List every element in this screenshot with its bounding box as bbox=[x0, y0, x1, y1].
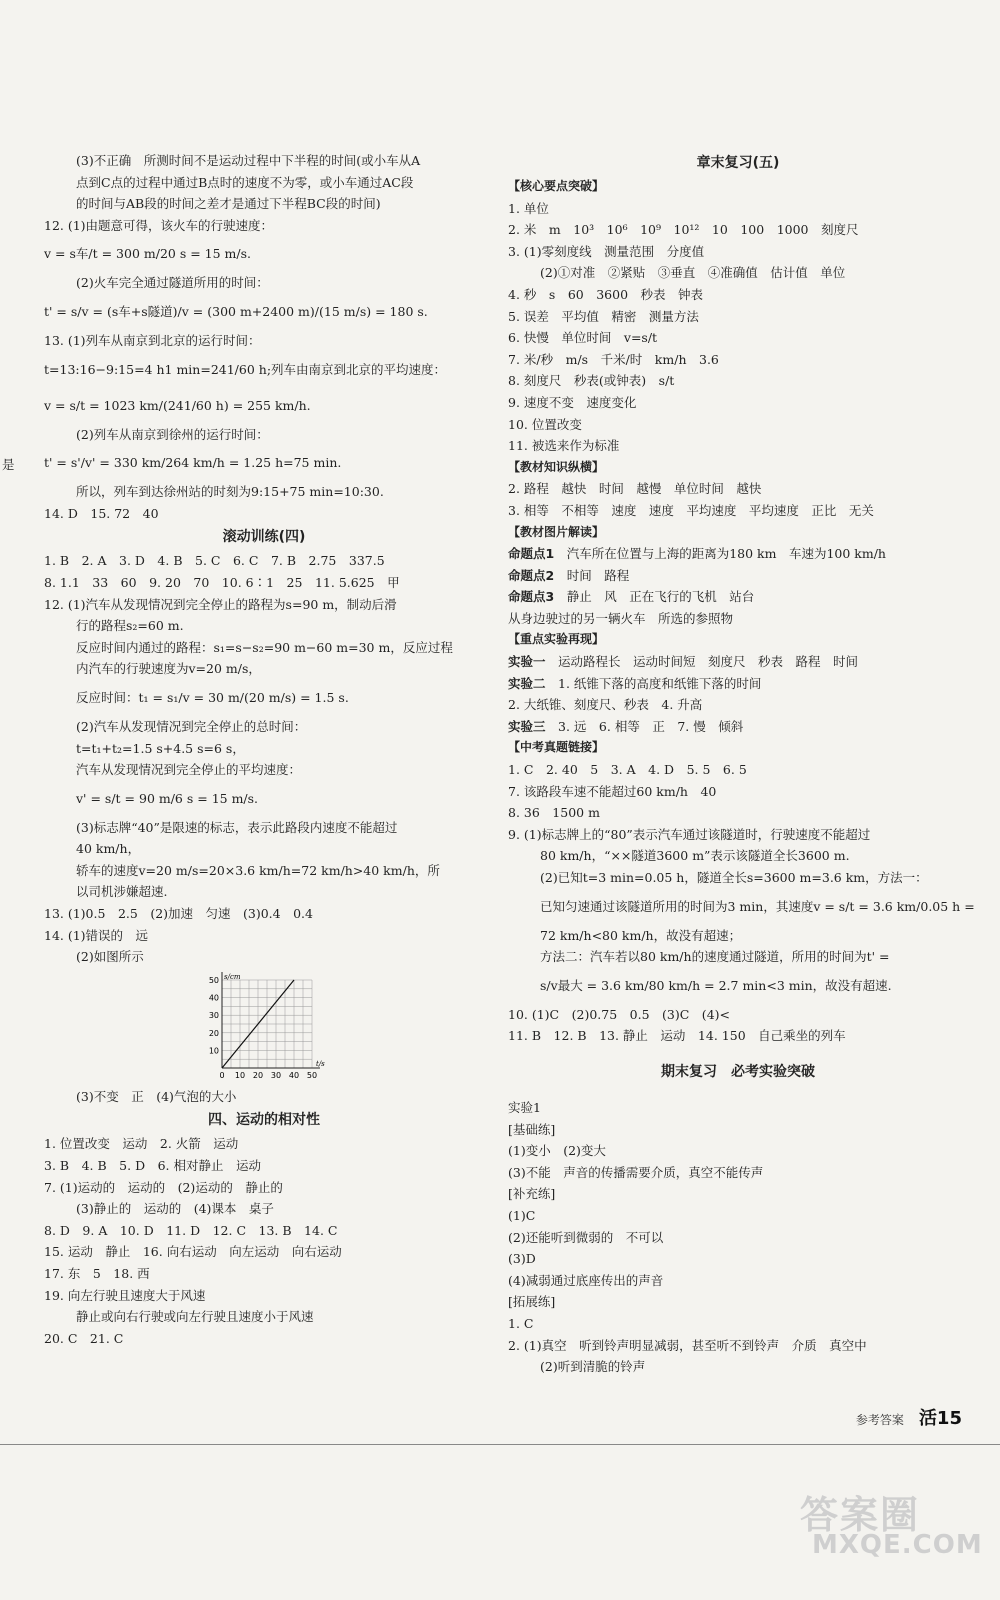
s-t-graph bbox=[200, 968, 330, 1086]
answer-line: 实验1 bbox=[508, 1099, 541, 1115]
formula-line: s/v最大 = 3.6 km/80 km/h = 2.7 min<3 min，故没有超速. bbox=[540, 977, 892, 993]
answer-line: 8. D 9. A 10. D 11. D 12. C 13. B 14. C bbox=[44, 1222, 338, 1238]
answer-line: 轿车的速度v=20 m/s=20×3.6 km/h=72 km/h>40 km/h，所 bbox=[76, 862, 440, 878]
answer-line bbox=[508, 716, 968, 738]
answer-line: (2)还能听到微弱的 不可以 bbox=[508, 1229, 664, 1245]
y-tick-label: 10 bbox=[208, 1046, 219, 1056]
answer-line: 15. 运动 静止 16. 向右运动 向左运动 向右运动 bbox=[44, 1244, 342, 1260]
margin-character: 是 bbox=[2, 457, 15, 472]
answer-line: (2)汽车从发现情况到完全停止的总时间： bbox=[76, 718, 307, 734]
formula-line: v = s车/t = 300 m/20 s = 15 m/s. bbox=[44, 246, 251, 262]
y-tick-label: 40 bbox=[208, 993, 219, 1003]
answer-line: 2. 米 m 10³ 10⁶ 10⁹ 10¹² 10 100 1000 刻度尺 bbox=[508, 222, 859, 238]
proposition-label: 命题点3 bbox=[508, 589, 555, 605]
experiment-label: 实验三 bbox=[508, 718, 546, 734]
answer-line: (2)火车完全通过隧道所用的时间： bbox=[76, 275, 269, 291]
answer-line: 6. 快慢 单位时间 v=s/t bbox=[508, 330, 658, 346]
answer-line: 4. 秒 s 60 3600 秒表 钟表 bbox=[508, 286, 704, 302]
answer-line: 汽车从发现情况到完全停止的平均速度： bbox=[76, 762, 302, 778]
answer-text: 静止 风 正在飞行的飞机 站台 bbox=[554, 589, 755, 605]
answer-line: (2)①对准 ②紧贴 ③垂直 ④准确值 估计值 单位 bbox=[540, 265, 846, 281]
answer-line: 10. 位置改变 bbox=[508, 416, 582, 432]
subsection-tag: 【中考真题链接】 bbox=[508, 740, 605, 755]
answer-line: 72 km/h<80 km/h，故没有超速； bbox=[540, 927, 742, 943]
answer-line bbox=[508, 673, 968, 695]
formula-line: t' = s'/v' = 330 km/264 km/h = 1.25 h=75 min. bbox=[44, 455, 342, 471]
answer-line: 13. (1)0.5 2.5 (2)加速 匀速 (3)0.4 0.4 bbox=[44, 906, 313, 922]
answer-line: 行的路程s₂=60 m. bbox=[76, 618, 184, 634]
answer-text: 运动路程长 运动时间短 刻度尺 秒表 路程 时间 bbox=[545, 654, 859, 670]
subsection-tag: 【核心要点突破】 bbox=[508, 179, 605, 193]
watermark-url: MXQE.COM bbox=[812, 1530, 983, 1560]
answer-line: (3)不正确 所测时间不是运动过程中下半程的时间(或小车从A bbox=[76, 153, 421, 168]
answer-line: 20. C 21. C bbox=[44, 1330, 124, 1346]
x-tick-label: 20 bbox=[252, 1070, 264, 1080]
spacer bbox=[508, 1085, 968, 1097]
answer-line: 19. 向左行驶且速度大于风速 bbox=[44, 1287, 206, 1303]
answer-text: 1. 纸锥下落的高度和纸锥下落的时间 bbox=[545, 675, 762, 691]
answer-text: 时间 路程 bbox=[554, 567, 630, 583]
answer-line: 以司机涉嫌超速. bbox=[76, 884, 168, 900]
answer-line: (3)不能 声音的传播需要介质，真空不能传声 bbox=[508, 1164, 764, 1180]
x-axis-label: t/s bbox=[316, 1059, 325, 1068]
answer-line: 1. 位置改变 运动 2. 火箭 运动 bbox=[44, 1136, 239, 1152]
answer-line: 13. (1)列车从南京到北京的运行时间： bbox=[44, 332, 261, 348]
section-heading: 四、运动的相对性 bbox=[208, 1112, 320, 1129]
answer-line: 从身边驶过的另一辆火车 所选的参照物 bbox=[508, 610, 734, 626]
experiment-label: 实验二 bbox=[508, 675, 546, 691]
x-tick-label: 40 bbox=[288, 1070, 300, 1080]
answer-line: 14. D 15. 72 40 bbox=[44, 505, 159, 521]
answer-line: 所以，列车到达徐州站的时刻为9:15+75 min=10:30. bbox=[76, 484, 384, 500]
answer-line: (2)已知t=3 min=0.05 h，隧道全长s=3600 m=3.6 km，方法一： bbox=[540, 870, 928, 885]
answer-line: 80 km/h，“××隧道3600 m”表示该隧道全长3600 m. bbox=[540, 848, 850, 864]
x-tick-label: 0 bbox=[219, 1070, 225, 1080]
section-heading: 章末复习(五) bbox=[696, 155, 780, 171]
answer-line: 2. 路程 越快 时间 越慢 单位时间 越快 bbox=[508, 481, 762, 497]
answer-line: 3. (1)零刻度线 测量范围 分度值 bbox=[508, 243, 705, 259]
section-heading: 滚动训练(四) bbox=[222, 529, 306, 546]
answer-line bbox=[508, 586, 968, 608]
answer-line: 7. 米/秒 m/s 千米/时 km/h 3.6 bbox=[508, 351, 719, 367]
formula-line: t=13:16−9:15=4 h1 min=241/60 h;列车由南京到北京的平均速度： bbox=[44, 361, 447, 377]
answer-line: 3. 相等 不相等 速度 速度 平均速度 平均速度 正比 无关 bbox=[508, 502, 874, 518]
answer-line: 17. 东 5 18. 西 bbox=[44, 1266, 150, 1281]
spacer bbox=[508, 1047, 968, 1059]
answer-line: 9. 速度不变 速度变化 bbox=[508, 394, 637, 410]
proposition-label: 命题点1 bbox=[508, 546, 555, 562]
x-tick-label: 10 bbox=[234, 1070, 246, 1080]
answer-line: (2)听到清脆的铃声 bbox=[540, 1359, 646, 1375]
experiment-label: 实验一 bbox=[508, 654, 546, 670]
answer-line: 1. C bbox=[508, 1315, 534, 1331]
proposition-label: 命题点2 bbox=[508, 567, 555, 583]
answer-line: 2. (1)真空 听到铃声明显减弱，甚至听不到铃声 介质 真空中 bbox=[508, 1337, 867, 1353]
answer-line bbox=[508, 565, 968, 587]
answer-line: 1. C 2. 40 5 3. A 4. D 5. 5 6. 5 bbox=[508, 762, 747, 778]
subsection-tag: 【重点实验再现】 bbox=[508, 632, 605, 647]
right-column bbox=[508, 150, 975, 1378]
answer-line bbox=[508, 651, 968, 673]
answer-line: 8. 36 1500 m bbox=[508, 805, 600, 821]
y-axis-label: s/cm bbox=[224, 972, 241, 981]
answer-text: 3. 远 6. 相等 正 7. 慢 倾斜 bbox=[545, 718, 744, 734]
y-tick-label: 20 bbox=[208, 1028, 219, 1038]
bottom-rule bbox=[0, 1444, 1000, 1445]
formula-line: v' = s/t = 90 m/6 s = 15 m/s. bbox=[76, 790, 259, 806]
page-number: 活15 bbox=[918, 1408, 962, 1429]
answer-line: 1. 单位 bbox=[508, 200, 549, 216]
answer-line: 11. 被选来作为标准 bbox=[508, 438, 620, 454]
answer-line: [拓展练] bbox=[508, 1294, 556, 1310]
answer-line: 点到C点的过程中通过B点时的速度不为零，或小车通过AC段 bbox=[76, 174, 414, 190]
formula-line: t' = s/v = (s车+s隧道)/v = (300 m+2400 m)/(15 m/s) = 180 s. bbox=[44, 303, 428, 319]
answer-line: 8. 刻度尺 秒表(或钟表) s/t bbox=[508, 373, 675, 389]
answer-line: (1)C bbox=[508, 1207, 536, 1223]
answer-line: [补充练] bbox=[508, 1186, 556, 1202]
answer-line: 的时间与AB段的时间之差才是通过下半程BC段的时间) bbox=[76, 196, 381, 212]
answer-line: (1)变小 (2)变大 bbox=[508, 1143, 606, 1159]
y-tick-label: 30 bbox=[208, 1011, 219, 1021]
answer-line: [基础练] bbox=[508, 1121, 556, 1137]
answer-line: 14. (1)错误的 远 bbox=[44, 927, 149, 943]
answer-line: (3)不变 正 (4)气泡的大小 bbox=[76, 1088, 237, 1104]
answer-line: 12. (1)汽车从发现情况到完全停止的路程为s=90 m，制动后滑 bbox=[44, 596, 397, 612]
answer-line: (2)列车从南京到徐州的运行时间： bbox=[76, 426, 269, 442]
answer-line: 40 km/h， bbox=[76, 841, 141, 857]
answer-line: (2)如图所示 bbox=[76, 949, 144, 965]
answer-line: (4)减弱通过底座传出的声音 bbox=[508, 1272, 664, 1288]
answer-line: 12. (1)由题意可得，该火车的行驶速度： bbox=[44, 217, 274, 233]
answer-line: 8. 1.1 33 60 9. 20 70 10. 6∶1 25 11. 5.625 甲 bbox=[44, 574, 400, 590]
answer-line: 内汽车的行驶速度为v=20 m/s， bbox=[76, 661, 261, 677]
chart-container bbox=[44, 968, 484, 1086]
answer-line bbox=[508, 543, 968, 565]
answer-line: 静止或向右行驶或向左行驶且速度小于风速 bbox=[76, 1309, 314, 1325]
formula-line: v = s/t = 1023 km/(241/60 h) = 255 km/h. bbox=[44, 397, 311, 413]
page-footer bbox=[856, 1404, 962, 1430]
answer-line: 7. (1)运动的 运动的 (2)运动的 静止的 bbox=[44, 1179, 283, 1195]
answer-line: 3. B 4. B 5. D 6. 相对静止 运动 bbox=[44, 1158, 261, 1174]
footer-label: 参考答案 bbox=[855, 1413, 904, 1427]
answer-line: 方法二：汽车若以80 km/h的速度通过隧道，所用的时间为t' = bbox=[540, 949, 890, 965]
x-tick-label: 50 bbox=[306, 1070, 318, 1080]
answer-line: 2. 大纸锥、刻度尺、秒表 4. 升高 bbox=[508, 697, 703, 713]
answer-line: t=t₁+t₂=1.5 s+4.5 s=6 s， bbox=[76, 740, 245, 756]
formula-line: 反应时间：t₁ = s₁/v = 30 m/(20 m/s) = 1.5 s. bbox=[76, 689, 349, 705]
answer-line: 1. B 2. A 3. D 4. B 5. C 6. C 7. B 2.75 337.5 bbox=[44, 553, 385, 569]
section-heading: 期末复习 必考实验突破 bbox=[661, 1063, 815, 1080]
answer-text: 汽车所在位置与上海的距离为180 km 车速为100 km/h bbox=[554, 546, 886, 562]
left-column bbox=[44, 150, 484, 1349]
subsection-tag: 【教材知识纵横】 bbox=[508, 459, 605, 474]
answer-line: 7. 该路段车速不能超过60 km/h 40 bbox=[508, 783, 717, 799]
y-tick-label: 50 bbox=[208, 975, 219, 985]
answer-line: 9. (1)标志牌上的“80”表示汽车通过该隧道时，行驶速度不能超过 bbox=[508, 826, 871, 842]
answer-line: (3)静止的 运动的 (4)课本 桌子 bbox=[76, 1201, 274, 1217]
formula-line: 已知匀速通过该隧道所用的时间为3 min，其速度v = s/t = 3.6 km/0.05 h = bbox=[540, 898, 975, 914]
x-tick-label: 30 bbox=[270, 1070, 282, 1080]
answer-line: (3)D bbox=[508, 1251, 536, 1267]
subsection-tag: 【教材图片解读】 bbox=[508, 524, 605, 539]
answer-line: (3)标志牌“40”是限速的标志，表示此路段内速度不能超过 bbox=[76, 819, 398, 835]
watermark-logo: 答案圈 bbox=[800, 1493, 921, 1537]
answer-line: 10. (1)C (2)0.75 0.5 (3)C (4)< bbox=[508, 1006, 730, 1022]
answer-line: 反应时间内通过的路程：s₁=s−s₂=90 m−60 m=30 m，反应过程 bbox=[76, 639, 453, 655]
answer-line: 11. B 12. B 13. 静止 运动 14. 150 自己乘坐的列车 bbox=[508, 1028, 846, 1044]
answer-line: 5. 误差 平均值 精密 测量方法 bbox=[508, 308, 699, 324]
